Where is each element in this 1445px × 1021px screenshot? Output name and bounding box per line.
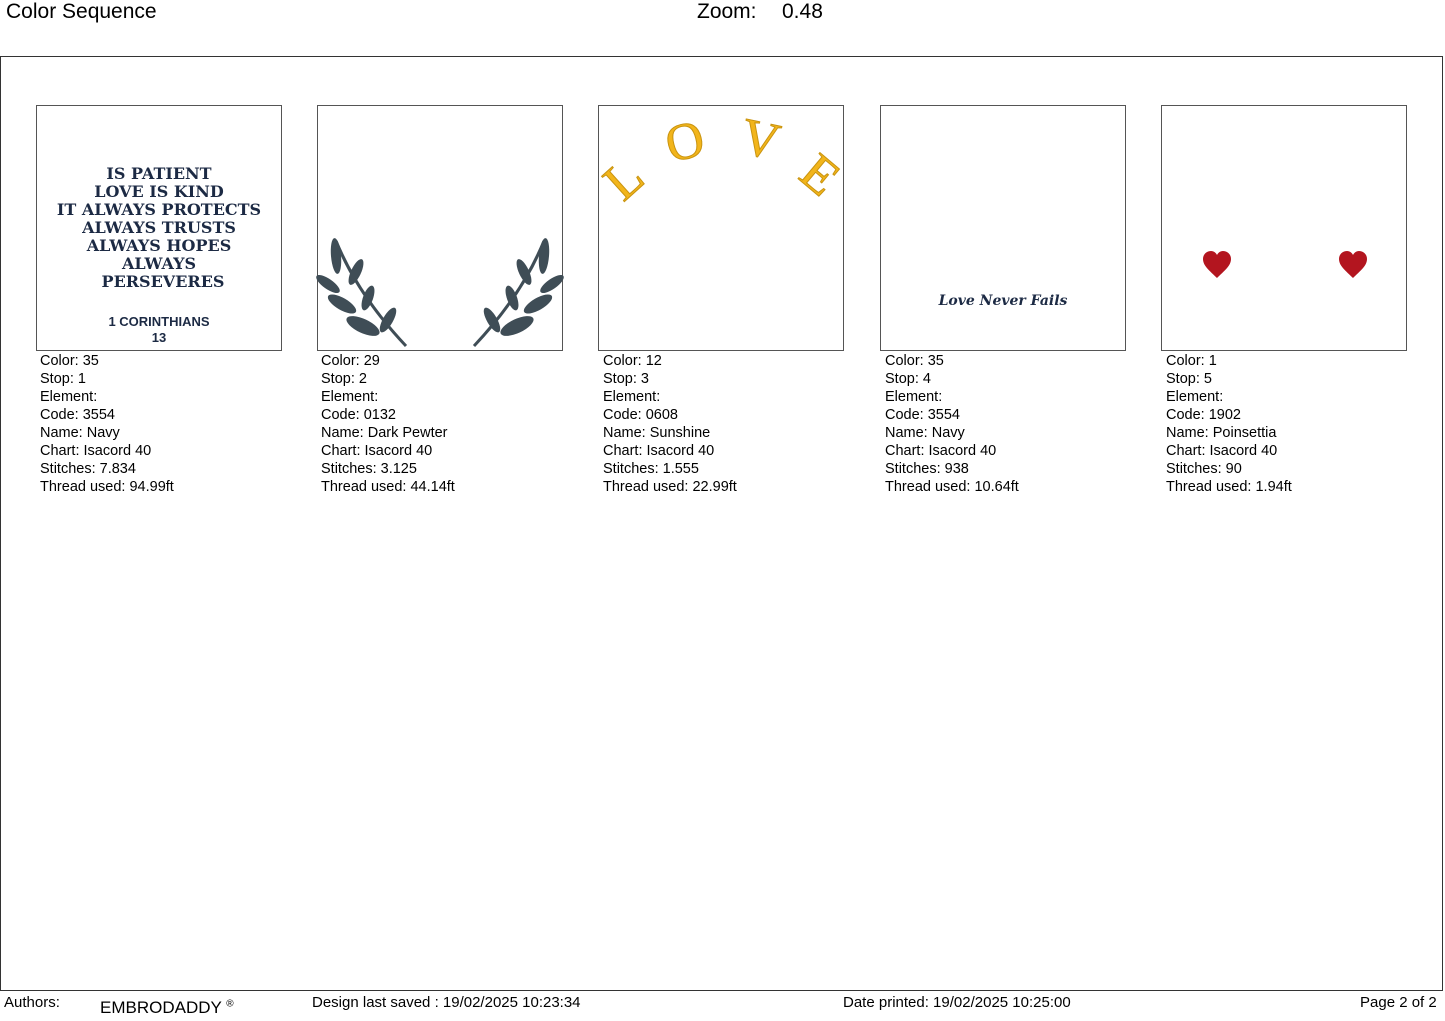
date-printed: Date printed: 19/02/2025 10:25:00 (843, 994, 1071, 1011)
thread-used-value: Thread used: 1.94ft (1166, 479, 1292, 495)
color-value: Color: 12 (603, 353, 662, 369)
chart-value: Chart: Isacord 40 (321, 443, 433, 459)
stitches-value: Stitches: 7.834 (40, 461, 136, 477)
love-letter-o: O (659, 109, 711, 175)
chart-value: Chart: Isacord 40 (885, 443, 997, 459)
element-value: Element: (1166, 389, 1224, 405)
color-card-4-preview (880, 105, 1126, 351)
chart-value: Chart: Isacord 40 (1166, 443, 1278, 459)
laurel-branch-icon (474, 238, 566, 346)
art-line-7: PERSEVERES (101, 272, 225, 291)
author-brand (100, 998, 234, 1018)
art-line-6: ALWAYS (121, 254, 197, 273)
color-card-4-info (885, 352, 1135, 496)
love-letter-v: V (736, 108, 785, 172)
stitches-value: Stitches: 1.555 (603, 461, 699, 477)
stop-value: Stop: 3 (603, 371, 649, 387)
name-value: Name: Sunshine (603, 425, 711, 441)
page-number: Page 2 of 2 (1360, 994, 1437, 1011)
color-card-2-preview (317, 105, 563, 351)
thread-used-value: Thread used: 10.64ft (885, 479, 1019, 495)
love-letter-e: E (789, 143, 851, 208)
color-card-1-info (40, 352, 290, 496)
code-value: Code: 3554 (40, 407, 115, 423)
stitches-value: Stitches: 938 (885, 461, 969, 477)
name-value: Name: Navy (40, 425, 120, 441)
color-card-3-info (603, 352, 853, 496)
laurel-branch-icon (314, 238, 406, 346)
stitches-value: Stitches: 90 (1166, 461, 1242, 477)
art-line-3: IT ALWAYS PROTECTS (56, 200, 262, 219)
love-letter-l: L (593, 147, 655, 212)
code-value: Code: 3554 (885, 407, 960, 423)
color-card-3-preview (593, 105, 851, 351)
stitches-value: Stitches: 3.125 (321, 461, 417, 477)
element-value: Element: (885, 389, 943, 405)
color-card-1-preview (36, 105, 282, 351)
element-value: Element: (321, 389, 379, 405)
color-value: Color: 35 (885, 353, 944, 369)
color-card-5-info (1166, 352, 1416, 496)
thread-used-value: Thread used: 44.14ft (321, 479, 455, 495)
love-never-fails-text: Love Never Fails (938, 293, 1068, 309)
element-value: Element: (40, 389, 98, 405)
element-value: Element: (603, 389, 661, 405)
code-value: Code: 1902 (1166, 407, 1241, 423)
brand-name: EMBRODADDY (100, 998, 222, 1017)
stop-value: Stop: 2 (321, 371, 367, 387)
color-value: Color: 35 (40, 353, 99, 369)
love-arc-artwork (593, 106, 851, 350)
navy-text-artwork (37, 106, 281, 350)
laurel-artwork (318, 106, 562, 350)
chart-value: Chart: Isacord 40 (603, 443, 715, 459)
hearts-artwork (1162, 106, 1406, 350)
registered-mark: ® (226, 998, 234, 1010)
art-ref-line-1: 1 CORINTHIANS (108, 314, 210, 329)
chart-value: Chart: Isacord 40 (40, 443, 152, 459)
art-line-2: LOVE IS KIND (94, 182, 224, 201)
code-value: Code: 0608 (603, 407, 678, 423)
design-last-saved: Design last saved : 19/02/2025 10:23:34 (312, 994, 581, 1011)
zoom-value: 0.48 (782, 0, 823, 23)
art-line-1: IS PATIENT (106, 164, 212, 183)
zoom-label: Zoom: (697, 0, 757, 23)
art-line-5: ALWAYS HOPES (86, 236, 232, 255)
name-value: Name: Navy (885, 425, 965, 441)
code-value: Code: 0132 (321, 407, 396, 423)
stop-value: Stop: 4 (885, 371, 931, 387)
color-card-5-preview (1161, 105, 1407, 351)
art-ref-line-2: 13 (151, 330, 167, 345)
heart-icon (1203, 251, 1231, 278)
thread-used-value: Thread used: 22.99ft (603, 479, 737, 495)
page-title: Color Sequence (6, 0, 157, 23)
stop-value: Stop: 5 (1166, 371, 1212, 387)
color-card-2-info (321, 352, 571, 496)
art-line-4: ALWAYS TRUSTS (82, 218, 236, 237)
authors-label: Authors: (4, 994, 60, 1011)
stop-value: Stop: 1 (40, 371, 86, 387)
heart-icon (1339, 251, 1367, 278)
name-value: Name: Poinsettia (1166, 425, 1277, 441)
script-text-artwork (881, 106, 1125, 350)
name-value: Name: Dark Pewter (321, 425, 448, 441)
thread-used-value: Thread used: 94.99ft (40, 479, 174, 495)
color-value: Color: 29 (321, 353, 380, 369)
color-value: Color: 1 (1166, 353, 1217, 369)
